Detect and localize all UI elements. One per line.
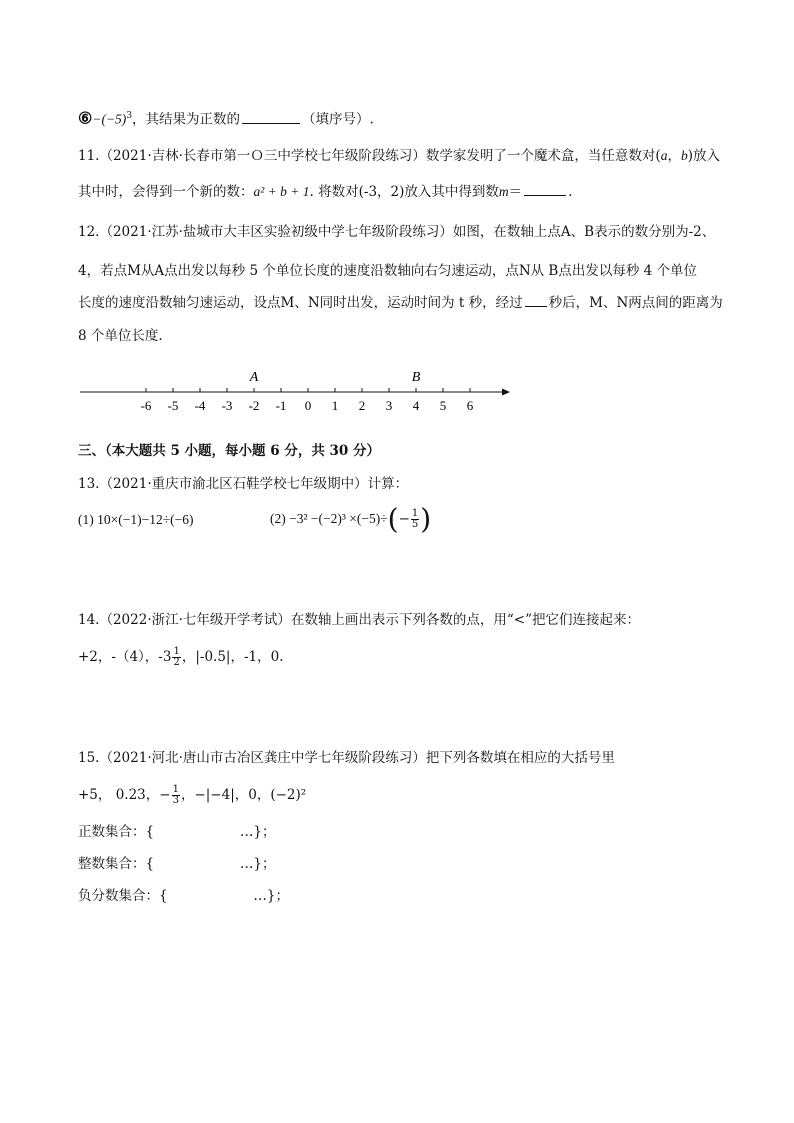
arrow-head-icon bbox=[502, 389, 510, 396]
answer-blank[interactable] bbox=[524, 182, 566, 196]
q12-line-1: 12.（2021·江苏·盐城市大丰区实验初级中学七年级阶段练习）如图，在数轴上点A、B表示的数分别为-2、 bbox=[78, 224, 716, 240]
tick-label: -6 bbox=[140, 398, 152, 413]
q15-numbers-a: +5， 0.23，− bbox=[78, 787, 171, 803]
section-3-heading: 三、（本大题共 5 小题，每小题 6 分，共 30 分） bbox=[78, 443, 381, 459]
q12-text-b: 秒后，M、N两点间的距离为 bbox=[548, 295, 723, 311]
q11-line-1 bbox=[78, 146, 720, 166]
formula: a² + b + 1 bbox=[253, 184, 310, 199]
point-a-label: A bbox=[249, 370, 259, 385]
tick-label: 1 bbox=[331, 398, 339, 413]
fraction-one-fifth: $\frac{1}{5}$ bbox=[411, 508, 419, 530]
q12-text-a: 长度的速度沿数轴匀速运动，设点M、N同时出发，运动时间为 t 秒，经过 bbox=[78, 295, 523, 311]
point-b-label: B bbox=[411, 370, 421, 385]
q12-line-2: 4，若点M从A点出发以每秒 5 个单位长度的速度沿数轴向右匀速运动，点N从 B点出发以每秒 4 个单位 bbox=[78, 263, 698, 279]
tick-label: -2 bbox=[248, 398, 260, 413]
answer-blank[interactable] bbox=[242, 110, 300, 124]
var-a: a bbox=[660, 148, 668, 163]
left-paren: ( bbox=[387, 502, 399, 536]
q15-title: 15.（2021·河北·唐山市古冶区龚庄中学七年级阶段练习）把下列各数填在相应的大括号里 bbox=[78, 750, 615, 766]
q11-text-3: . 将数对(-3，2)放入其中得到数 bbox=[309, 184, 499, 200]
minus: − bbox=[398, 511, 410, 527]
q13-expression-2: (2) −3² −(−2)³ ×(−5)÷ bbox=[270, 511, 388, 526]
tick-label: 5 bbox=[439, 398, 447, 413]
q15-numbers bbox=[78, 782, 306, 808]
q13-expression-1: (1) 10×(−1)−12÷(−6) bbox=[78, 512, 194, 527]
q12-line-4: 8 个单位长度. bbox=[78, 328, 163, 344]
q11-line-2 bbox=[78, 182, 572, 202]
q10-note: （填序号）. bbox=[302, 111, 374, 128]
var-m: m bbox=[498, 184, 509, 199]
tick-label: -5 bbox=[167, 398, 179, 413]
q14-numbers bbox=[78, 644, 284, 670]
tick-label: 6 bbox=[466, 398, 474, 413]
q13-title: 13.（2021·重庆市渝北区石鞋学校七年级期中）计算： bbox=[78, 476, 409, 492]
tick-label: 3 bbox=[385, 398, 393, 413]
tick-label: 0 bbox=[304, 398, 312, 413]
q15-numbers-b: ，−|−4|，0，(−2)² bbox=[180, 787, 307, 803]
var-b: b bbox=[680, 148, 688, 163]
q14-numbers-a: +2，-（4），-3 bbox=[78, 649, 172, 665]
tick-label: -3 bbox=[221, 398, 233, 413]
q10-item-6 bbox=[78, 106, 374, 130]
q14-title: 14.（2022·浙江·七年级开学考试）在数轴上画出表示下列各数的点，用“<”把它们连接起来： bbox=[78, 612, 641, 628]
tick-label: 2 bbox=[358, 398, 366, 413]
negative-fraction-set[interactable]: 负分数集合：{ …}； bbox=[78, 888, 290, 904]
equals-sign: ＝ bbox=[508, 184, 523, 200]
right-paren: ) bbox=[420, 502, 432, 536]
tick-label: -4 bbox=[194, 398, 206, 413]
fraction-one-half: $\frac{1}{2}$ bbox=[173, 646, 180, 668]
comma: ， bbox=[667, 148, 681, 164]
item-number: ⑥ bbox=[78, 108, 93, 128]
fraction-one-third: $\frac{1}{3}$ bbox=[172, 784, 179, 806]
q11-text: 11.（2021·吉林·长春市第一Ｏ三中学校七年级阶段练习）数学家发明了一个魔术盒，当任意数对( bbox=[78, 148, 661, 164]
q13-part-2 bbox=[270, 504, 431, 535]
integer-set[interactable]: 整数集合：{ …}； bbox=[78, 856, 276, 872]
period: . bbox=[568, 184, 573, 200]
positive-set[interactable]: 正数集合：{ …}； bbox=[78, 824, 276, 840]
tick-label: 4 bbox=[412, 398, 420, 413]
q11-text-2: 其中时，会得到一个新的数： bbox=[78, 184, 254, 200]
number-line-figure bbox=[78, 366, 510, 418]
tick-label: -1 bbox=[275, 398, 287, 413]
q12-line-3 bbox=[78, 293, 723, 313]
answer-blank[interactable] bbox=[525, 293, 547, 307]
q10-text: ，其结果为正数的 bbox=[132, 111, 241, 128]
item-expression: −(−5) bbox=[92, 111, 127, 127]
q14-numbers-b: ，|-0.5|，-1，0. bbox=[181, 649, 284, 665]
q11-text-end: )放入 bbox=[687, 148, 720, 164]
item-exponent: 3 bbox=[126, 111, 133, 121]
q13-part-1 bbox=[78, 510, 193, 530]
